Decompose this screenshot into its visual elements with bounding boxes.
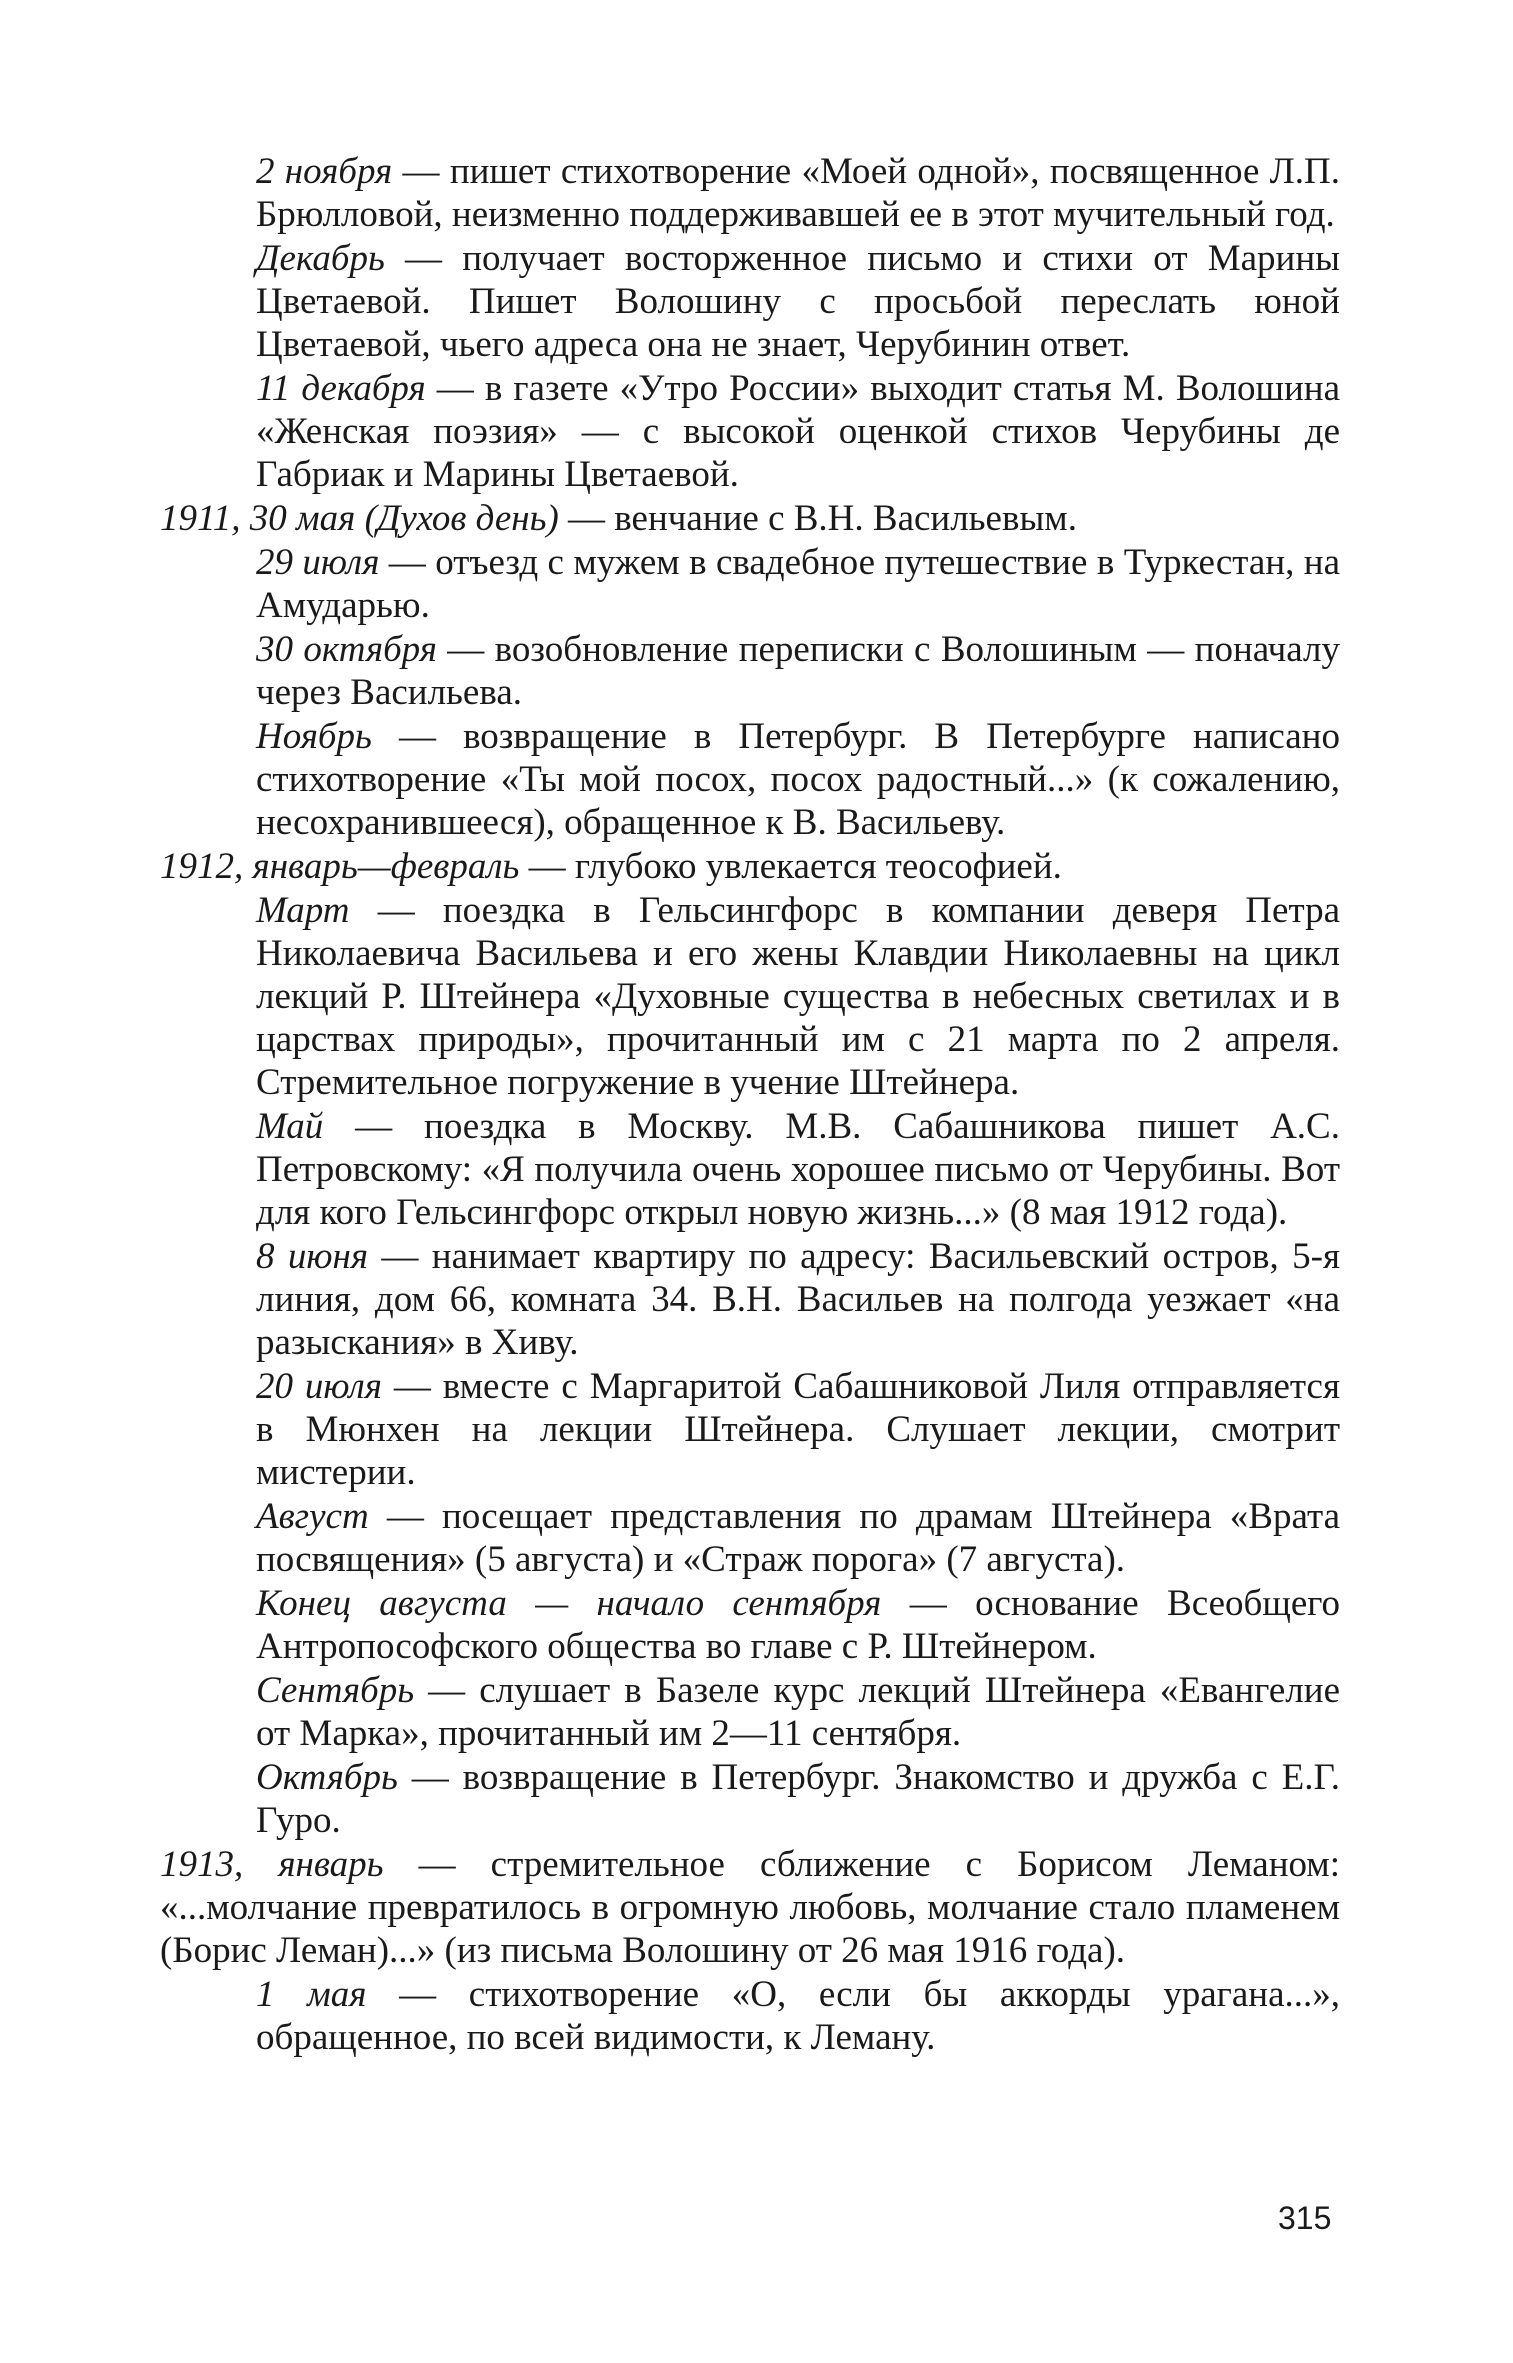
- chronology-entry: [160, 889, 1340, 1104]
- entry-text: — основание Всеобщего Антропософского общества во главе с Р. Штейнером.: [256, 1583, 1340, 1667]
- entry-date: 2 ноября: [256, 151, 393, 192]
- entry-date: 29 июля: [256, 542, 380, 583]
- entry-date: 1 мая: [256, 1974, 367, 2015]
- chronology-entry: [160, 1973, 1340, 2059]
- entry-text: — поездка в Москву. М.В. Сабашникова пишет А.С. Петровскому: «Я получила очень хорошее письмо от Черубины. Вот для кого Гельсингфорс открыл новую жизнь...» (8 мая 1912 года).: [256, 1106, 1340, 1233]
- chronology-entry: [160, 628, 1340, 714]
- entry-date: 1913, январь: [160, 1844, 384, 1885]
- entry-date: Октябрь: [256, 1757, 398, 1798]
- entry-date: Ноябрь: [256, 716, 372, 757]
- chronology-page: [160, 150, 1340, 2060]
- entry-text: — возобновление переписки с Волошиным — поначалу через Васильева.: [256, 629, 1340, 713]
- entry-text: — получает восторженное письмо и стихи от Марины Цветаевой. Пишет Волошину с просьбой переслать юной Цветаевой, чьего адреса она не знает, Черубинин ответ.: [256, 238, 1340, 365]
- chronology-entry: [160, 541, 1340, 627]
- chronology-entry: [160, 1669, 1340, 1755]
- entry-date: 8 июня: [256, 1236, 369, 1277]
- chronology-entry: [160, 1235, 1340, 1364]
- entry-text: — венчание с В.Н. Васильевым.: [558, 498, 1077, 539]
- page-number: 315: [1278, 2200, 1332, 2236]
- entry-text: — возвращение в Петербург. Знакомство и дружба с Е.Г. Гуро.: [256, 1757, 1340, 1841]
- entry-date: Сентябрь: [256, 1670, 415, 1711]
- chronology-entry: [160, 1495, 1340, 1581]
- chronology-entry: [160, 1105, 1340, 1234]
- entry-date: Конец августа — начало сентября: [256, 1583, 882, 1624]
- entry-date: 20 июля: [256, 1366, 382, 1407]
- entry-date: Март: [256, 890, 350, 931]
- entry-date: Май: [256, 1106, 324, 1147]
- entry-text: — пишет стихотворение «Моей одной», посвященное Л.П. Брюлловой, неизменно поддерживавшей ее в этот мучительный год.: [256, 151, 1341, 235]
- chronology-entry: [160, 715, 1340, 844]
- entry-text: — нанимает квартиру по адресу: Васильевский остров, 5-я линия, дом 66, комната 34. В.Н. Васильев на полгода уезжает «на разыскания» в Хиву.: [256, 1236, 1340, 1363]
- chronology-entry: [160, 1582, 1340, 1668]
- chronology-entry: [160, 150, 1340, 236]
- entry-date: 11 декабря: [256, 368, 426, 409]
- entry-date: 1912, январь—февраль: [160, 846, 520, 887]
- chronology-entry: [160, 1756, 1340, 1842]
- entry-text: — посещает представления по драмам Штейнера «Врата посвящения» (5 августа) и «Страж порога» (7 августа).: [256, 1496, 1340, 1580]
- chronology-entry: [160, 1365, 1340, 1494]
- entry-text: — глубоко увлекается теософией.: [519, 846, 1062, 887]
- entry-date: Декабрь: [256, 238, 385, 279]
- chronology-year-entry: [160, 845, 1340, 888]
- chronology-entry: [160, 367, 1340, 496]
- entry-text: — вместе с Маргаритой Сабашниковой Лиля отправляется в Мюнхен на лекции Штейнера. Слушает лекции, смотрит мистерии.: [256, 1366, 1340, 1493]
- entry-date: 1911, 30 мая (Духов день): [160, 498, 559, 539]
- entry-text: — стремительное сближение с Борисом Леманом: «...молчание превратилось в огромную любовь, молчание стало пламенем (Борис Леман)...» (из письма Волошину от 26 мая 1916 года).: [160, 1844, 1340, 1971]
- chronology-year-entry: [160, 497, 1340, 540]
- entry-text: — возвращение в Петербург. В Петербурге написано стихотворение «Ты мой посох, посох радостный...» (к сожалению, несохранившееся), обращенное к В. Васильеву.: [256, 716, 1340, 843]
- entry-text: — поездка в Гельсингфорс в компании деверя Петра Николаевича Васильева и его жены Клавдии Николаевны на цикл лекций Р. Штейнера «Духовные существа в небесных светилах и в царствах природы», прочитанный им с 21 марта по 2 апреля. Стремительное погружение в учение Штейнера.: [256, 890, 1340, 1103]
- entry-text: — в газете «Утро России» выходит статья М. Волошина «Женская поэзия» — с высокой оценкой стихов Черубины де Габриак и Марины Цветаевой.: [256, 368, 1340, 495]
- entry-text: — стихотворение «О, если бы аккорды урагана...», обращенное, по всей видимости, к Леману.: [256, 1974, 1340, 2058]
- entry-date: 30 октября: [256, 629, 437, 670]
- chronology-entry: [160, 237, 1340, 366]
- entry-text: — отъезд с мужем в свадебное путешествие в Туркестан, на Амударью.: [256, 542, 1341, 626]
- chronology-year-entry: [160, 1843, 1340, 1972]
- entry-text: — слушает в Базеле курс лекций Штейнера «Евангелие от Марка», прочитанный им 2—11 сентября.: [256, 1670, 1340, 1754]
- entry-date: Август: [256, 1496, 369, 1537]
